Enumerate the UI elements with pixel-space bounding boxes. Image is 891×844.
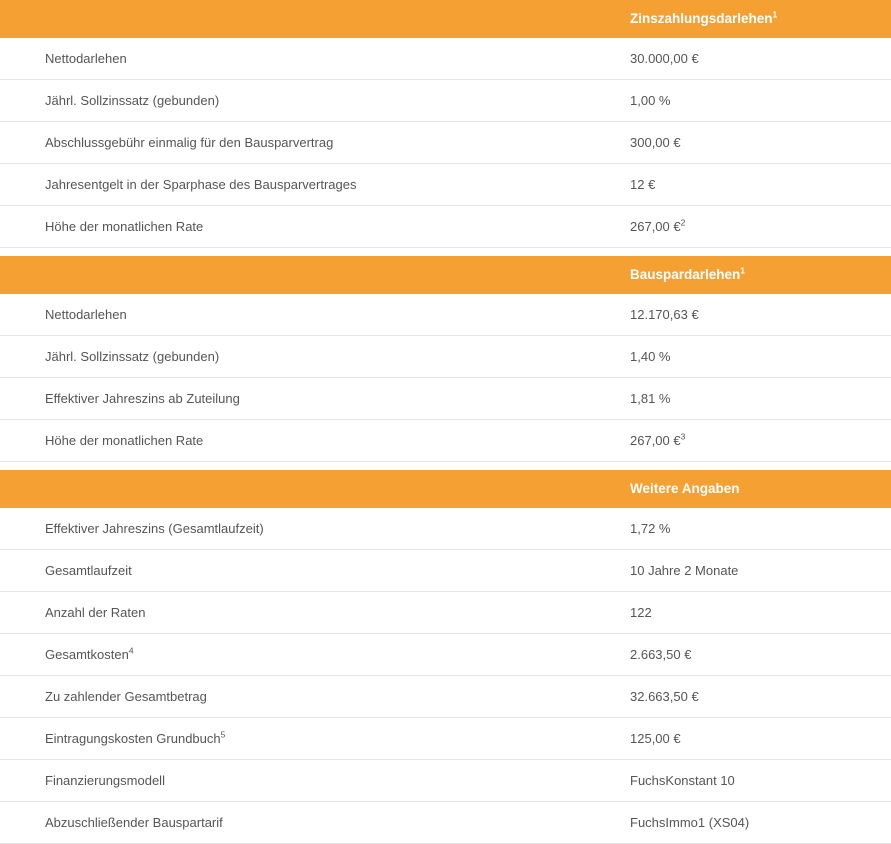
table-row	[0, 206, 891, 248]
row-label	[0, 550, 630, 592]
row-value-text: 2.663,50 €	[630, 647, 692, 662]
section-header-title	[630, 470, 891, 508]
row-value	[630, 294, 891, 336]
row-value	[630, 38, 891, 80]
row-value	[630, 420, 891, 462]
row-label	[0, 336, 630, 378]
section-header-title-footnote-marker: 1	[740, 265, 746, 276]
row-value	[630, 676, 891, 718]
table-row	[0, 634, 891, 676]
row-label	[0, 676, 630, 718]
section-spacer	[0, 462, 891, 471]
table-row	[0, 122, 891, 164]
table-row	[0, 420, 891, 462]
row-label	[0, 508, 630, 550]
row-label-text: Abzuschließender Bauspartarif	[45, 815, 223, 830]
section-header-row	[0, 0, 891, 38]
row-label	[0, 718, 630, 760]
section-header-title	[630, 256, 891, 294]
row-label	[0, 164, 630, 206]
row-value	[630, 164, 891, 206]
row-value-text: 32.663,50 €	[630, 689, 699, 704]
section-header-title-text: Weitere Angaben	[630, 481, 740, 496]
row-value	[630, 718, 891, 760]
row-label	[0, 122, 630, 164]
row-value	[630, 550, 891, 592]
section-spacer-cell	[0, 248, 891, 257]
row-label-text: Nettodarlehen	[45, 307, 127, 322]
row-value-text: 125,00 €	[630, 731, 681, 746]
row-label	[0, 294, 630, 336]
row-label-text: Zu zahlender Gesamtbetrag	[45, 689, 207, 704]
table-row	[0, 760, 891, 802]
table-row	[0, 336, 891, 378]
row-value-text: 12.170,63 €	[630, 307, 699, 322]
table-row	[0, 378, 891, 420]
table-row	[0, 164, 891, 206]
row-value-text: FuchsKonstant 10	[630, 773, 735, 788]
row-value	[630, 378, 891, 420]
row-label	[0, 634, 630, 676]
row-label	[0, 206, 630, 248]
row-value	[630, 336, 891, 378]
row-label	[0, 420, 630, 462]
table-row	[0, 80, 891, 122]
section-header-title-text: Bauspardarlehen	[630, 267, 741, 282]
table-row	[0, 550, 891, 592]
row-value-text: FuchsImmo1 (XS04)	[630, 815, 750, 830]
row-value	[630, 122, 891, 164]
row-label-text: Höhe der monatlichen Rate	[45, 433, 204, 448]
row-label	[0, 760, 630, 802]
table-row	[0, 718, 891, 760]
row-value-text: 1,40 %	[630, 349, 671, 364]
section-header-title-text: Zinszahlungsdarlehen	[630, 11, 773, 26]
row-label-text: Jährl. Sollzinssatz (gebunden)	[45, 349, 220, 364]
row-label-text: Abschlussgebühr einmalig für den Bausparvertrag	[45, 135, 334, 150]
section-header-title-footnote-marker: 1	[772, 9, 778, 20]
row-value-text: 300,00 €	[630, 135, 681, 150]
section-header-spacer	[0, 256, 630, 294]
row-label-text: Nettodarlehen	[45, 51, 127, 66]
row-value	[630, 760, 891, 802]
section-header-spacer	[0, 0, 630, 38]
row-label-footnote-marker: 5	[220, 729, 226, 740]
row-label-text: Gesamtlaufzeit	[45, 563, 132, 578]
row-value	[630, 206, 891, 248]
table-row	[0, 508, 891, 550]
section-header-spacer	[0, 470, 630, 508]
row-label-text: Höhe der monatlichen Rate	[45, 219, 204, 234]
section-header-title	[630, 0, 891, 38]
row-value	[630, 592, 891, 634]
row-value-text: 267,00 €	[630, 219, 681, 234]
table-row	[0, 294, 891, 336]
row-label-text: Gesamtkosten	[45, 647, 129, 662]
row-label	[0, 378, 630, 420]
row-value-text: 10 Jahre 2 Monate	[630, 563, 739, 578]
row-value-text: 1,81 %	[630, 391, 671, 406]
row-label-text: Jahresentgelt in der Sparphase des Bausparvertrages	[45, 177, 357, 192]
row-value-text: 30.000,00 €	[630, 51, 699, 66]
row-label-text: Effektiver Jahreszins (Gesamtlaufzeit)	[45, 521, 264, 536]
row-label-text: Anzahl der Raten	[45, 605, 146, 620]
row-value	[630, 80, 891, 122]
row-label-text: Jährl. Sollzinssatz (gebunden)	[45, 93, 220, 108]
row-label-footnote-marker: 4	[128, 645, 134, 656]
row-value-text: 1,00 %	[630, 93, 671, 108]
table-row	[0, 676, 891, 718]
row-value-footnote-marker: 3	[680, 431, 686, 442]
row-label	[0, 592, 630, 634]
table-row	[0, 592, 891, 634]
row-value	[630, 508, 891, 550]
row-label	[0, 38, 630, 80]
row-value-footnote-marker: 2	[680, 217, 686, 228]
section-spacer	[0, 248, 891, 257]
section-spacer-cell	[0, 462, 891, 471]
row-value-text: 122	[630, 605, 652, 620]
row-value-text: 1,72 %	[630, 521, 671, 536]
section-header-row	[0, 256, 891, 294]
row-label-text: Eintragungskosten Grundbuch	[45, 731, 221, 746]
section-header-row	[0, 470, 891, 508]
row-label-text: Finanzierungsmodell	[45, 773, 165, 788]
row-value	[630, 634, 891, 676]
table-row	[0, 38, 891, 80]
row-label	[0, 80, 630, 122]
row-value-text: 267,00 €	[630, 433, 681, 448]
row-value-text: 12 €	[630, 177, 656, 192]
row-label-text: Effektiver Jahreszins ab Zuteilung	[45, 391, 240, 406]
